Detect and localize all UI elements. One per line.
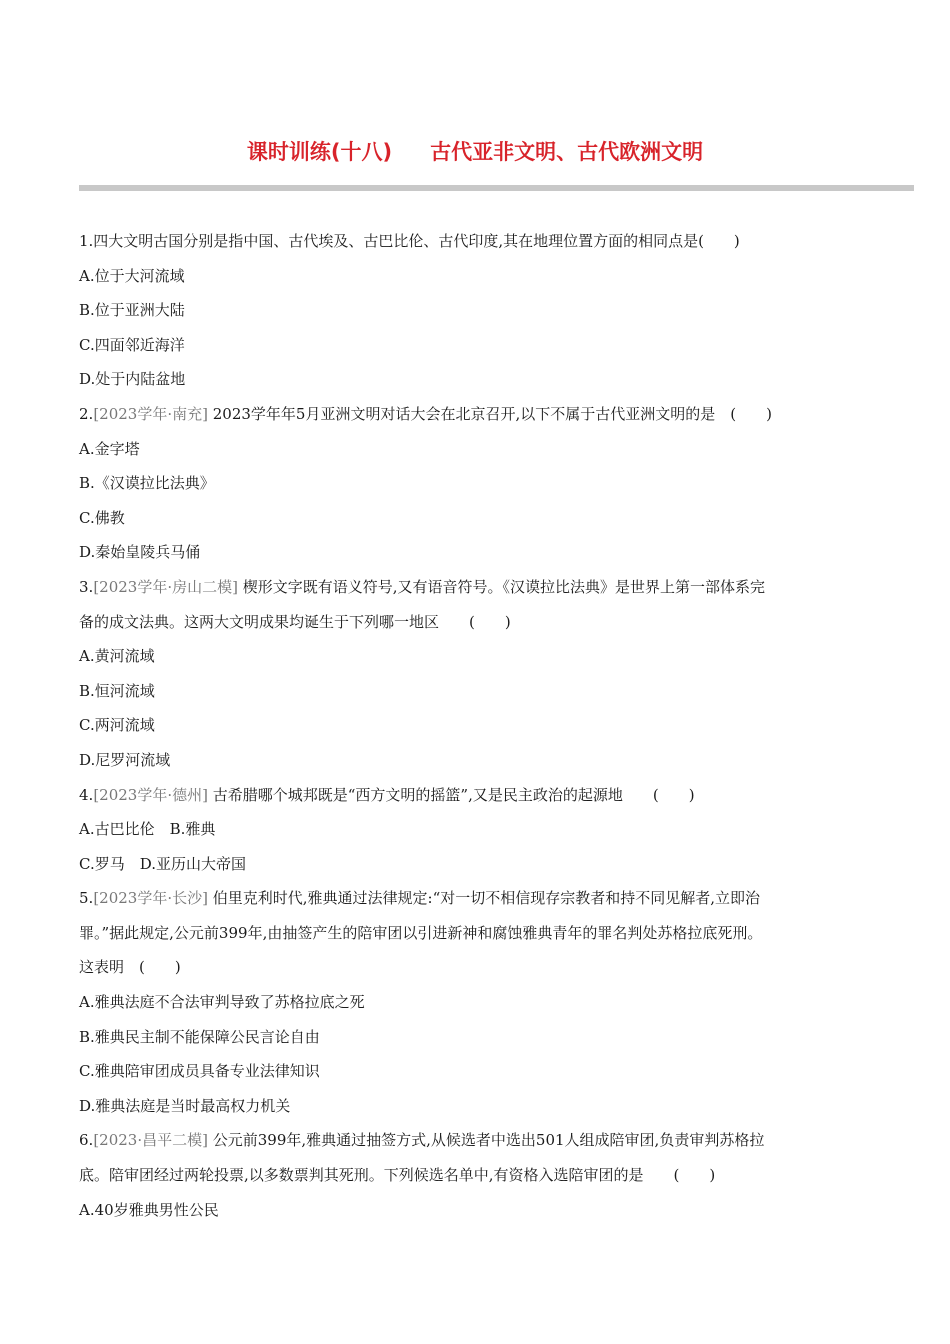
question-number: 2. xyxy=(79,404,94,423)
question-5-option-b[interactable]: B.雅典民主制不能保障公民言论自由 xyxy=(79,1027,320,1046)
question-text: 公元前399年,雅典通过抽签方式,从候选者中选出501人组成陪审团,负责审判苏格拉 xyxy=(212,1131,765,1150)
page-title xyxy=(0,136,950,166)
question-1-option-d[interactable]: D.处于内陆盆地 xyxy=(79,370,186,389)
question-3-stem-cont: 备的成文法典。这两大文明成果均诞生于下列哪一地区 ( ) xyxy=(79,612,511,631)
title-divider xyxy=(79,185,914,191)
question-source: [2023学年·房山二模] xyxy=(93,577,238,596)
question-3-option-c[interactable]: C.两河流域 xyxy=(79,716,155,735)
question-text: 楔形文字既有语义符号,又有语音符号。《汉谟拉比法典》是世界上第一部体系完 xyxy=(242,577,766,596)
question-4-options-cd[interactable]: C.罗马 D.亚历山大帝国 xyxy=(79,854,246,873)
question-4-options-ab[interactable]: A.古巴比伦 B.雅典 xyxy=(79,820,216,839)
question-5-stem-cont: 这表明 ( ) xyxy=(79,958,181,977)
question-5-stem-cont: 罪。”据此规定,公元前399年,由抽签产生的陪审团以引进新神和腐蚀雅典青年的罪名判处苏格拉底死刑。 xyxy=(79,923,763,942)
question-2-option-b[interactable]: B.《汉谟拉比法典》 xyxy=(79,474,215,493)
question-1-option-c[interactable]: C.四面邻近海洋 xyxy=(79,335,185,354)
title-topic: 古代亚非文明、古代欧洲文明 xyxy=(430,140,704,164)
question-5-stem xyxy=(79,881,879,916)
question-source: [2023学年·南充] xyxy=(93,404,208,423)
question-2-option-c[interactable]: C.佛教 xyxy=(79,508,125,527)
question-text: 2023学年年5月亚洲文明对话大会在北京召开,以下不属于古代亚洲文明的是 ( ) xyxy=(212,404,772,423)
question-6-option-a[interactable]: A.40岁雅典男性公民 xyxy=(79,1200,219,1219)
question-source: [2023·昌平二模] xyxy=(93,1131,208,1150)
question-source: [2023学年·德州] xyxy=(93,785,208,804)
question-2-stem xyxy=(79,397,879,432)
question-3-option-d[interactable]: D.尼罗河流域 xyxy=(79,750,171,769)
title-lesson: 课时训练(十八) xyxy=(246,140,393,164)
question-number: 3. xyxy=(79,577,94,596)
question-text: 伯里克利时代,雅典通过法律规定:“对一切不相信现存宗教者和持不同见解者,立即治 xyxy=(212,889,761,908)
question-5-option-c[interactable]: C.雅典陪审团成员具备专业法律知识 xyxy=(79,1062,320,1081)
question-6-stem-cont: 底。陪审团经过两轮投票,以多数票判其死刑。下列候选名单中,有资格入选陪审团的是 ( ) xyxy=(79,1166,716,1185)
question-5-option-d[interactable]: D.雅典法庭是当时最高权力机关 xyxy=(79,1096,291,1115)
question-3-stem xyxy=(79,570,879,605)
question-number: 4. xyxy=(79,785,94,804)
question-3-option-b[interactable]: B.恒河流域 xyxy=(79,681,155,700)
question-1-option-b[interactable]: B.位于亚洲大陆 xyxy=(79,301,185,320)
question-1-stem: 1.四大文明古国分别是指中国、古代埃及、古巴比伦、古代印度,其在地理位置方面的相同点是( ) xyxy=(79,232,740,250)
question-source: [2023学年·长沙] xyxy=(93,889,208,908)
question-3-option-a[interactable]: A.黄河流域 xyxy=(79,647,155,666)
question-text: 古希腊哪个城邦既是“西方文明的摇篮”,又是民主政治的起源地 ( ) xyxy=(212,785,695,804)
question-6-stem xyxy=(79,1123,879,1158)
question-4-stem xyxy=(79,778,879,813)
question-2-option-a[interactable]: A.金字塔 xyxy=(79,439,140,458)
question-2-option-d[interactable]: D.秦始皇陵兵马俑 xyxy=(79,543,201,562)
question-1-option-a[interactable]: A.位于大河流域 xyxy=(79,266,185,285)
question-5-option-a[interactable]: A.雅典法庭不合法审判导致了苏格拉底之死 xyxy=(79,993,365,1012)
question-number: 5. xyxy=(79,889,94,908)
question-list xyxy=(79,224,879,1227)
question-number: 6. xyxy=(79,1131,94,1150)
